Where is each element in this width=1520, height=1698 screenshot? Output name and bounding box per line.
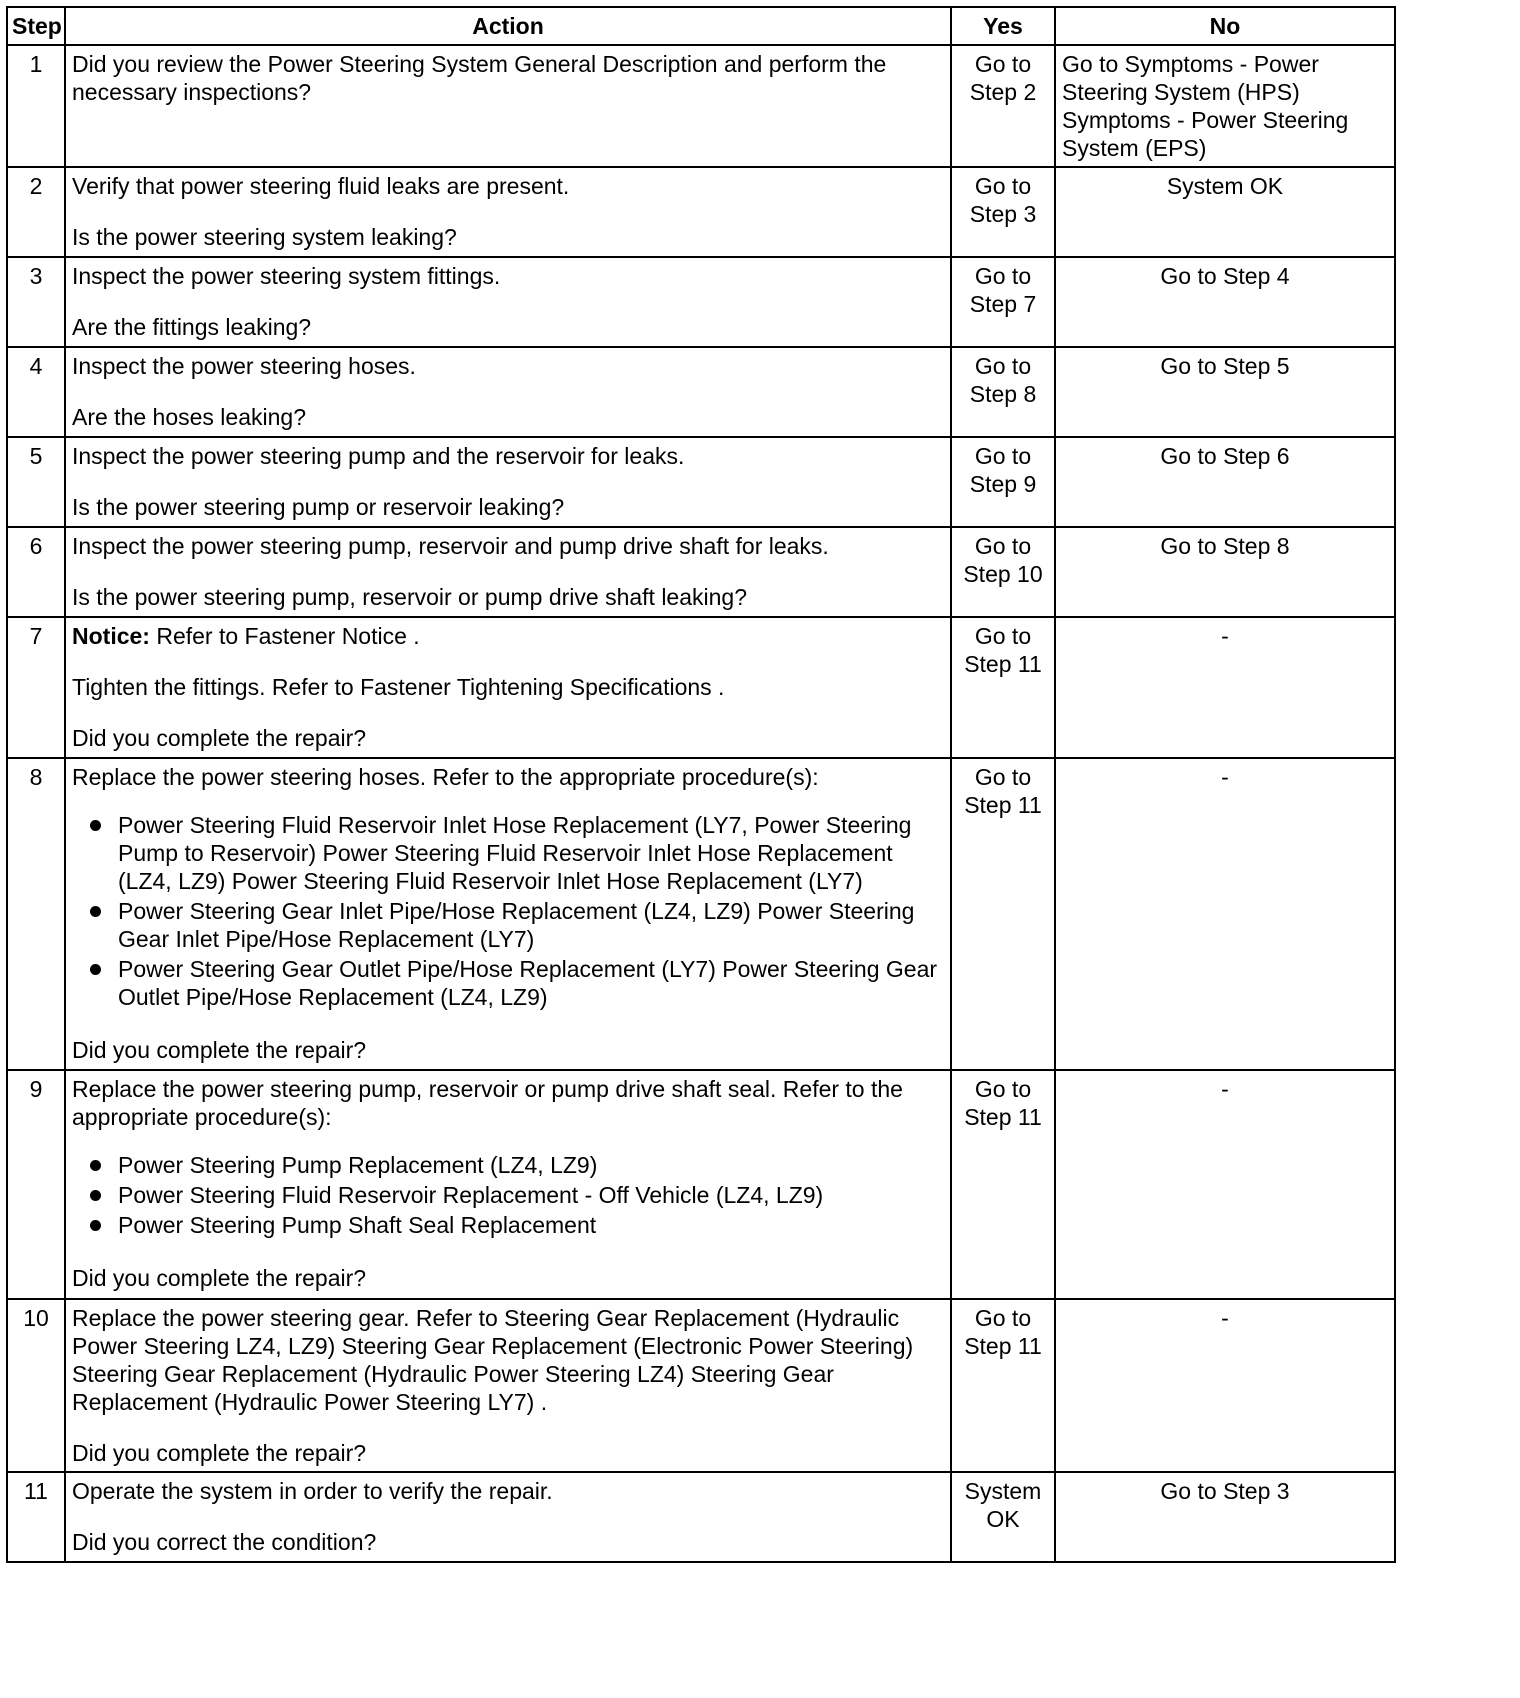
list-item: Power Steering Fluid Reservoir Inlet Hose Replacement (LY7, Power Steering Pump to Reservoir) Power Steering Fluid Reservoir Inlet Hose Replacement (LZ4, LZ9) Power Steering Fluid Reservoir Inlet Hose Replacement (LY7) — [118, 811, 944, 895]
action-question: Are the fittings leaking? — [72, 314, 312, 340]
list-item: Power Steering Gear Inlet Pipe/Hose Replacement (LZ4, LZ9) Power Steering Gear Inlet Pipe/Hose Replacement (LY7) — [118, 897, 944, 953]
diagnostic-table-container — [6, 6, 1394, 1563]
step-number: 6 — [7, 527, 65, 617]
action-question: Is the power steering pump or reservoir leaking? — [72, 494, 565, 520]
table-row — [7, 45, 1395, 167]
list-item: Power Steering Pump Shaft Seal Replacement — [118, 1211, 944, 1239]
no-cell: Go to Step 5 — [1055, 347, 1395, 437]
yes-cell: Go to Step 11 — [951, 617, 1055, 758]
no-cell: - — [1055, 1070, 1395, 1299]
list-item: Power Steering Fluid Reservoir Replacement - Off Vehicle (LZ4, LZ9) — [118, 1181, 944, 1209]
action-cell — [65, 1299, 951, 1472]
no-cell: Go to Symptoms - Power Steering System (HPS) Symptoms - Power Steering System (EPS) — [1055, 45, 1395, 167]
column-header-step: Step — [7, 7, 65, 45]
yes-cell: Go to Step 11 — [951, 758, 1055, 1070]
action-cell — [65, 1472, 951, 1562]
yes-cell: Go to Step 8 — [951, 347, 1055, 437]
action-cell — [65, 527, 951, 617]
action-text: Inspect the power steering pump and the reservoir for leaks. — [72, 443, 685, 469]
action-cell — [65, 45, 951, 167]
yes-cell: System OK — [951, 1472, 1055, 1562]
yes-cell: Go to Step 11 — [951, 1070, 1055, 1299]
yes-cell: Go to Step 9 — [951, 437, 1055, 527]
diagnostic-table — [6, 6, 1396, 1563]
step-number: 1 — [7, 45, 65, 167]
table-row — [7, 167, 1395, 257]
action-text: Operate the system in order to verify the repair. — [72, 1478, 553, 1504]
yes-cell: Go to Step 3 — [951, 167, 1055, 257]
list-item: Power Steering Gear Outlet Pipe/Hose Replacement (LY7) Power Steering Gear Outlet Pipe/Hose Replacement (LZ4, LZ9) — [118, 955, 944, 1011]
action-text: Inspect the power steering pump, reservoir and pump drive shaft for leaks. — [72, 533, 829, 559]
no-cell: System OK — [1055, 167, 1395, 257]
list-item: Power Steering Pump Replacement (LZ4, LZ9) — [118, 1151, 944, 1179]
step-number: 8 — [7, 758, 65, 1070]
yes-cell: Go to Step 7 — [951, 257, 1055, 347]
action-text: Inspect the power steering system fittings. — [72, 263, 501, 289]
table-row — [7, 758, 1395, 1070]
table-row — [7, 617, 1395, 758]
step-number: 2 — [7, 167, 65, 257]
no-cell: - — [1055, 617, 1395, 758]
no-cell: - — [1055, 1299, 1395, 1472]
table-row — [7, 1070, 1395, 1299]
action-question: Is the power steering pump, reservoir or pump drive shaft leaking? — [72, 584, 747, 610]
step-number: 10 — [7, 1299, 65, 1472]
action-question: Did you complete the repair? — [72, 1440, 367, 1466]
action-cell — [65, 257, 951, 347]
action-question: Did you correct the condition? — [72, 1529, 377, 1555]
yes-cell: Go to Step 2 — [951, 45, 1055, 167]
column-header-yes: Yes — [951, 7, 1055, 45]
no-cell: Go to Step 3 — [1055, 1472, 1395, 1562]
action-cell — [65, 347, 951, 437]
column-header-no: No — [1055, 7, 1395, 45]
action-question: Is the power steering system leaking? — [72, 224, 457, 250]
action-cell — [65, 758, 951, 1070]
notice-body: Refer to Fastener Notice . — [149, 623, 420, 649]
action-text: Tighten the fittings. Refer to Fastener Tightening Specifications . — [72, 674, 725, 700]
yes-cell: Go to Step 10 — [951, 527, 1055, 617]
table-row — [7, 347, 1395, 437]
table-header-row — [7, 7, 1395, 45]
action-cell — [65, 167, 951, 257]
step-number: 9 — [7, 1070, 65, 1299]
step-number: 11 — [7, 1472, 65, 1562]
table-row — [7, 527, 1395, 617]
action-question: Are the hoses leaking? — [72, 404, 306, 430]
action-question: Did you complete the repair? — [72, 1265, 367, 1291]
action-text: Verify that power steering fluid leaks are present. — [72, 173, 570, 199]
step-number: 7 — [7, 617, 65, 758]
action-cell — [65, 437, 951, 527]
action-text: Did you review the Power Steering System General Description and perform the necessary inspections? — [72, 51, 887, 105]
procedure-list — [72, 1151, 944, 1239]
no-cell: Go to Step 6 — [1055, 437, 1395, 527]
no-cell: Go to Step 8 — [1055, 527, 1395, 617]
action-text: Replace the power steering gear. Refer to Steering Gear Replacement (Hydraulic Power Steering LZ4, LZ9) Steering Gear Replacement (Electronic Power Steering) Steering Gear Replacement (Hydraulic Power Steering LZ4) Steering Gear Replacement (Hydraulic Power Steering LY7) . — [72, 1305, 914, 1415]
step-number: 4 — [7, 347, 65, 437]
action-text: Replace the power steering hoses. Refer to the appropriate procedure(s): — [72, 764, 819, 790]
step-number: 5 — [7, 437, 65, 527]
action-text: Replace the power steering pump, reservoir or pump drive shaft seal. Refer to the appropriate procedure(s): — [72, 1076, 903, 1130]
no-cell: Go to Step 4 — [1055, 257, 1395, 347]
action-cell — [65, 617, 951, 758]
notice-text — [72, 622, 944, 650]
step-number: 3 — [7, 257, 65, 347]
action-cell — [65, 1070, 951, 1299]
table-row — [7, 437, 1395, 527]
yes-cell: Go to Step 11 — [951, 1299, 1055, 1472]
action-text: Inspect the power steering hoses. — [72, 353, 416, 379]
table-row — [7, 1472, 1395, 1562]
table-row — [7, 257, 1395, 347]
procedure-list — [72, 811, 944, 1011]
column-header-action: Action — [65, 7, 951, 45]
notice-label: Notice: — [72, 623, 150, 649]
table-row — [7, 1299, 1395, 1472]
action-question: Did you complete the repair? — [72, 1037, 367, 1063]
no-cell: - — [1055, 758, 1395, 1070]
action-question: Did you complete the repair? — [72, 725, 367, 751]
